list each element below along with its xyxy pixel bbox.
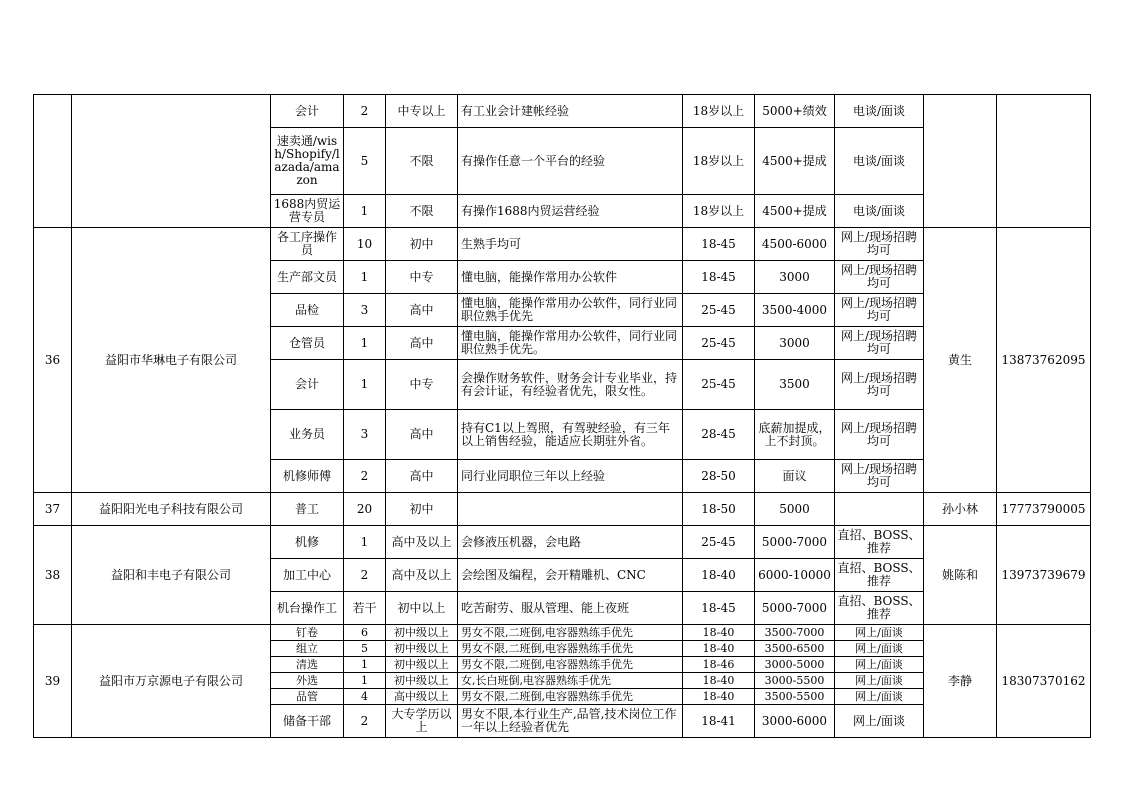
salary-cell: 3000-5500 — [755, 673, 835, 689]
age-cell: 25-45 — [683, 360, 755, 410]
age-cell: 28-50 — [683, 460, 755, 493]
method-cell: 直招、BOSS、推荐 — [835, 526, 924, 559]
requirement-cell: 会操作财务软件，财务会计专业毕业，持有会计证，有经验者优先，限女性。 — [458, 360, 683, 410]
salary-cell: 面议 — [755, 460, 835, 493]
table-row — [34, 228, 1091, 261]
method-cell: 直招、BOSS、推荐 — [835, 592, 924, 625]
company-cell — [72, 95, 271, 228]
salary-cell: 3500-7000 — [755, 625, 835, 641]
position-cell: 组立 — [271, 641, 344, 657]
education-cell: 高中及以上 — [386, 559, 458, 592]
company-cell: 益阳市华琳电子有限公司 — [72, 228, 271, 493]
requirement-cell: 会绘图及编程，会开精雕机、CNC — [458, 559, 683, 592]
table-row — [34, 95, 1091, 128]
age-cell: 18-40 — [683, 673, 755, 689]
age-cell: 18-40 — [683, 559, 755, 592]
position-cell: 清选 — [271, 657, 344, 673]
count-cell: 2 — [344, 95, 386, 128]
education-cell: 高中 — [386, 327, 458, 360]
method-cell: 电谈/面谈 — [835, 95, 924, 128]
count-cell: 1 — [344, 327, 386, 360]
table-row — [34, 493, 1091, 526]
position-cell: 机修师傅 — [271, 460, 344, 493]
requirement-cell: 男女不限,二班倒,电容器熟练手优先 — [458, 657, 683, 673]
requirement-cell: 生熟手均可 — [458, 228, 683, 261]
position-cell: 生产部文员 — [271, 261, 344, 294]
education-cell: 不限 — [386, 128, 458, 195]
salary-cell: 3000-5000 — [755, 657, 835, 673]
education-cell: 初中级以上 — [386, 641, 458, 657]
position-cell: 外选 — [271, 673, 344, 689]
position-cell: 品管 — [271, 689, 344, 705]
phone-cell: 17773790005 — [997, 493, 1091, 526]
method-cell: 网上/现场招聘均可 — [835, 410, 924, 460]
salary-cell: 5000-7000 — [755, 526, 835, 559]
age-cell: 25-45 — [683, 526, 755, 559]
method-cell: 电谈/面谈 — [835, 128, 924, 195]
count-cell: 5 — [344, 128, 386, 195]
salary-cell: 底薪加提成，上不封顶。 — [755, 410, 835, 460]
requirement-cell: 吃苦耐劳、服从管理、能上夜班 — [458, 592, 683, 625]
age-cell: 18岁以上 — [683, 128, 755, 195]
position-cell: 业务员 — [271, 410, 344, 460]
salary-cell: 3500 — [755, 360, 835, 410]
age-cell: 18-50 — [683, 493, 755, 526]
phone-cell: 13873762095 — [997, 228, 1091, 493]
company-cell: 益阳和丰电子有限公司 — [72, 526, 271, 625]
contact-cell — [924, 95, 997, 228]
requirement-cell: 女,长白班倒,电容器熟练手优先 — [458, 673, 683, 689]
position-cell: 储备干部 — [271, 705, 344, 738]
education-cell: 初中级以上 — [386, 657, 458, 673]
education-cell: 初中 — [386, 493, 458, 526]
count-cell: 若干 — [344, 592, 386, 625]
age-cell: 18-40 — [683, 625, 755, 641]
method-cell: 电谈/面谈 — [835, 195, 924, 228]
position-cell: 仓管员 — [271, 327, 344, 360]
method-cell: 网上/现场招聘均可 — [835, 327, 924, 360]
position-cell: 1688内贸运营专员 — [271, 195, 344, 228]
company-cell: 益阳市万京源电子有限公司 — [72, 625, 271, 738]
count-cell: 1 — [344, 195, 386, 228]
education-cell: 高中及以上 — [386, 526, 458, 559]
age-cell: 18-46 — [683, 657, 755, 673]
education-cell: 不限 — [386, 195, 458, 228]
method-cell: 网上/面谈 — [835, 689, 924, 705]
education-cell: 高中 — [386, 460, 458, 493]
contact-cell: 姚陈和 — [924, 526, 997, 625]
method-cell: 网上/面谈 — [835, 673, 924, 689]
age-cell: 28-45 — [683, 410, 755, 460]
salary-cell: 3500-5500 — [755, 689, 835, 705]
position-cell: 普工 — [271, 493, 344, 526]
requirement-cell: 男女不限,二班倒,电容器熟练手优先 — [458, 641, 683, 657]
position-cell: 加工中心 — [271, 559, 344, 592]
method-cell: 网上/面谈 — [835, 705, 924, 738]
count-cell: 1 — [344, 360, 386, 410]
count-cell: 1 — [344, 673, 386, 689]
age-cell: 25-45 — [683, 327, 755, 360]
method-cell: 网上/现场招聘均可 — [835, 460, 924, 493]
row-number-cell: 39 — [34, 625, 72, 738]
position-cell: 机台操作工 — [271, 592, 344, 625]
position-cell: 会计 — [271, 95, 344, 128]
recruitment-table — [33, 94, 1091, 738]
position-cell: 会计 — [271, 360, 344, 410]
method-cell: 网上/现场招聘均可 — [835, 360, 924, 410]
age-cell: 18岁以上 — [683, 95, 755, 128]
education-cell: 大专学历以上 — [386, 705, 458, 738]
count-cell: 1 — [344, 261, 386, 294]
row-number-cell — [34, 95, 72, 228]
requirement-cell: 男女不限,二班倒,电容器熟练手优先 — [458, 689, 683, 705]
position-cell: 品检 — [271, 294, 344, 327]
count-cell: 1 — [344, 657, 386, 673]
age-cell: 18-40 — [683, 689, 755, 705]
education-cell: 中专 — [386, 360, 458, 410]
age-cell: 18-45 — [683, 228, 755, 261]
salary-cell: 4500+提成 — [755, 128, 835, 195]
salary-cell: 5000 — [755, 493, 835, 526]
count-cell: 20 — [344, 493, 386, 526]
education-cell: 初中以上 — [386, 592, 458, 625]
requirement-cell: 有操作1688内贸运营经验 — [458, 195, 683, 228]
count-cell: 6 — [344, 625, 386, 641]
requirement-cell: 男女不限,本行业生产,品管,技术岗位工作一年以上经验者优先 — [458, 705, 683, 738]
education-cell: 高中 — [386, 294, 458, 327]
salary-cell: 4500+提成 — [755, 195, 835, 228]
method-cell — [835, 493, 924, 526]
phone-cell — [997, 95, 1091, 228]
age-cell: 18-45 — [683, 261, 755, 294]
method-cell: 网上/面谈 — [835, 657, 924, 673]
salary-cell: 5000+绩效 — [755, 95, 835, 128]
row-number-cell: 38 — [34, 526, 72, 625]
count-cell: 1 — [344, 526, 386, 559]
table-row — [34, 625, 1091, 641]
count-cell: 2 — [344, 460, 386, 493]
requirement-cell: 持有C1以上驾照，有驾驶经验，有三年以上销售经验，能适应长期驻外省。 — [458, 410, 683, 460]
contact-cell: 黄生 — [924, 228, 997, 493]
salary-cell: 6000-10000 — [755, 559, 835, 592]
education-cell: 初中 — [386, 228, 458, 261]
position-cell: 机修 — [271, 526, 344, 559]
contact-cell: 李静 — [924, 625, 997, 738]
count-cell: 4 — [344, 689, 386, 705]
count-cell: 5 — [344, 641, 386, 657]
salary-cell: 3500-4000 — [755, 294, 835, 327]
phone-cell: 18307370162 — [997, 625, 1091, 738]
company-cell: 益阳阳光电子科技有限公司 — [72, 493, 271, 526]
position-cell: 速卖通/wish/Shopify/lazada/amazon — [271, 128, 344, 195]
requirement-cell: 同行业同职位三年以上经验 — [458, 460, 683, 493]
count-cell: 3 — [344, 294, 386, 327]
salary-cell: 5000-7000 — [755, 592, 835, 625]
age-cell: 18-41 — [683, 705, 755, 738]
requirement-cell: 有工业会计建帐经验 — [458, 95, 683, 128]
age-cell: 18-40 — [683, 641, 755, 657]
requirement-cell: 会修液压机器，会电路 — [458, 526, 683, 559]
method-cell: 网上/现场招聘均可 — [835, 261, 924, 294]
method-cell: 网上/面谈 — [835, 625, 924, 641]
age-cell: 25-45 — [683, 294, 755, 327]
education-cell: 初中级以上 — [386, 673, 458, 689]
requirement-cell: 男女不限,二班倒,电容器熟练手优先 — [458, 625, 683, 641]
contact-cell: 孙小林 — [924, 493, 997, 526]
education-cell: 初中级以上 — [386, 625, 458, 641]
count-cell: 2 — [344, 705, 386, 738]
requirement-cell — [458, 493, 683, 526]
count-cell: 2 — [344, 559, 386, 592]
table-row — [34, 526, 1091, 559]
education-cell: 中专 — [386, 261, 458, 294]
age-cell: 18岁以上 — [683, 195, 755, 228]
requirement-cell: 懂电脑，能操作常用办公软件 — [458, 261, 683, 294]
education-cell: 中专以上 — [386, 95, 458, 128]
count-cell: 3 — [344, 410, 386, 460]
position-cell: 各工序操作员 — [271, 228, 344, 261]
education-cell: 高中级以上 — [386, 689, 458, 705]
method-cell: 直招、BOSS、推荐 — [835, 559, 924, 592]
salary-cell: 3000-6000 — [755, 705, 835, 738]
method-cell: 网上/现场招聘均可 — [835, 228, 924, 261]
salary-cell: 4500-6000 — [755, 228, 835, 261]
education-cell: 高中 — [386, 410, 458, 460]
salary-cell: 3000 — [755, 327, 835, 360]
phone-cell: 13973739679 — [997, 526, 1091, 625]
requirement-cell: 有操作任意一个平台的经验 — [458, 128, 683, 195]
salary-cell: 3000 — [755, 261, 835, 294]
age-cell: 18-45 — [683, 592, 755, 625]
position-cell: 钉卷 — [271, 625, 344, 641]
row-number-cell: 37 — [34, 493, 72, 526]
count-cell: 10 — [344, 228, 386, 261]
row-number-cell: 36 — [34, 228, 72, 493]
requirement-cell: 懂电脑，能操作常用办公软件，同行业同职位熟手优先 — [458, 294, 683, 327]
method-cell: 网上/现场招聘均可 — [835, 294, 924, 327]
salary-cell: 3500-6500 — [755, 641, 835, 657]
method-cell: 网上/面谈 — [835, 641, 924, 657]
requirement-cell: 懂电脑，能操作常用办公软件，同行业同职位熟手优先。 — [458, 327, 683, 360]
